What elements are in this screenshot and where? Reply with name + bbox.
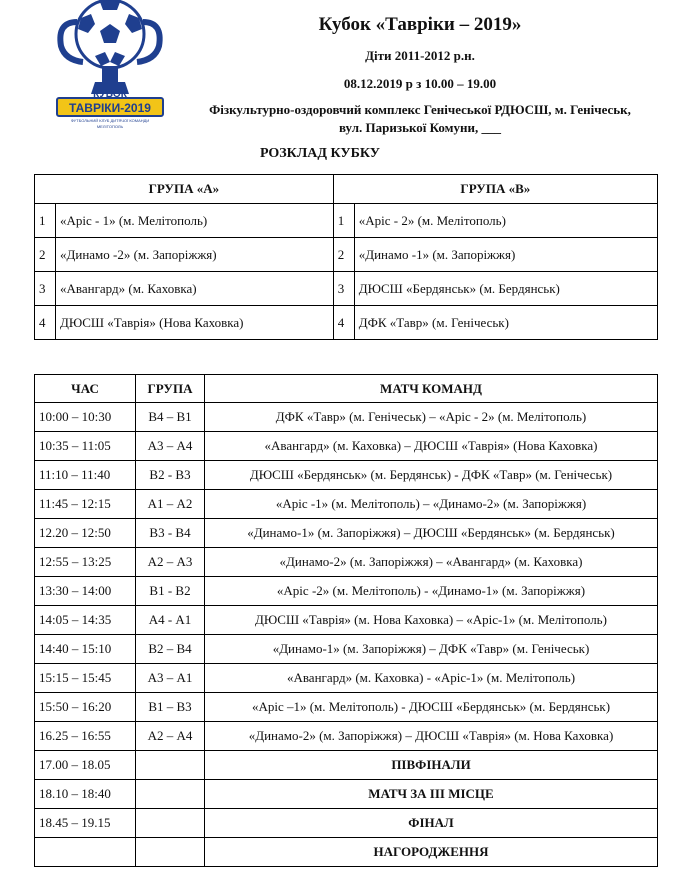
stage-label: ПІВФІНАЛИ xyxy=(205,751,658,780)
group-a-number: 1 xyxy=(35,204,56,238)
group-a-team: «Аріс - 1» (м. Мелітополь) xyxy=(56,204,334,238)
match-group: А4 - А1 xyxy=(136,606,205,635)
stage-row xyxy=(35,751,658,780)
group-b-team: «Динамо -1» (м. Запоріжжя) xyxy=(354,238,657,272)
group-b-team: «Аріс - 2» (м. Мелітополь) xyxy=(354,204,657,238)
logo-city-text: МЕЛІТОПОЛЬ xyxy=(96,124,124,129)
match-time: 12.20 – 12:50 xyxy=(35,519,136,548)
match-group: А1 – А2 xyxy=(136,490,205,519)
match-column-header: МАТЧ КОМАНД xyxy=(205,375,658,403)
match-time: 10:35 – 11:05 xyxy=(35,432,136,461)
match-row xyxy=(35,693,658,722)
group-b-header: ГРУПА «В» xyxy=(333,175,657,204)
document-title: Кубок «Тавріки – 2019» xyxy=(318,14,522,35)
group-b-team: ДЮСШ «Бердянськ» (м. Бердянськ) xyxy=(354,272,657,306)
tournament-logo xyxy=(55,0,165,130)
match-row xyxy=(35,606,658,635)
match-group: В2 – В4 xyxy=(136,635,205,664)
stage-label: НАГОРОДЖЕННЯ xyxy=(205,838,658,867)
match-row xyxy=(35,490,658,519)
match-row xyxy=(35,432,658,461)
group-a-team: ДЮСШ «Таврія» (Нова Каховка) xyxy=(56,306,334,340)
match-teams: «Динамо-2» (м. Запоріжжя) – ДЮСШ «Таврія» (м. Нова Каховка) xyxy=(205,722,658,751)
group-a-team: «Динамо -2» (м. Запоріжжя) xyxy=(56,238,334,272)
groups-table xyxy=(34,174,658,340)
match-group: В2 - В3 xyxy=(136,461,205,490)
group-b-number: 3 xyxy=(333,272,354,306)
group-row xyxy=(35,204,658,238)
match-teams: ДФК «Тавр» (м. Генічеськ) – «Аріс - 2» (м. Мелітополь) xyxy=(205,403,658,432)
time-column-header: ЧАС xyxy=(35,375,136,403)
match-group: В4 – В1 xyxy=(136,403,205,432)
stage-label: ФІНАЛ xyxy=(205,809,658,838)
match-group: А2 – А3 xyxy=(136,548,205,577)
schedule-header-row xyxy=(35,375,658,403)
logo-name-text: ТАВРІКИ-2019 xyxy=(69,101,151,115)
match-group: В1 – В3 xyxy=(136,693,205,722)
venue-line: Фізкультурно-оздоровчий комплекс Генічеської РДЮСШ, м. Генічеськ, вул. Паризької Комуни, ___ xyxy=(209,102,631,135)
match-teams: «Динамо-1» (м. Запоріжжя) – ДФК «Тавр» (м. Генічеськ) xyxy=(205,635,658,664)
match-row xyxy=(35,635,658,664)
group-b-team: ДФК «Тавр» (м. Генічеськ) xyxy=(354,306,657,340)
match-time: 16.25 – 16:55 xyxy=(35,722,136,751)
match-row xyxy=(35,461,658,490)
stage-time: 18.10 – 18:40 xyxy=(35,780,136,809)
match-teams: «Аріс -2» (м. Мелітополь) - «Динамо-1» (м. Запоріжжя) xyxy=(205,577,658,606)
stage-group-empty xyxy=(136,780,205,809)
groups-header-row xyxy=(35,175,658,204)
group-b-number: 2 xyxy=(333,238,354,272)
group-a-number: 2 xyxy=(35,238,56,272)
match-teams: «Аріс –1» (м. Мелітополь) - ДЮСШ «Бердянськ» (м. Бердянськ) xyxy=(205,693,658,722)
schedule-table xyxy=(34,374,658,867)
match-group: В3 - В4 xyxy=(136,519,205,548)
match-teams: ДЮСШ «Таврія» (м. Нова Каховка) – «Аріс-1» (м. Мелітополь) xyxy=(205,606,658,635)
match-row xyxy=(35,519,658,548)
stage-row xyxy=(35,809,658,838)
match-teams: «Авангард» (м. Каховка) – ДЮСШ «Таврія» (Нова Каховка) xyxy=(205,432,658,461)
group-a-team: «Авангард» (м. Каховка) xyxy=(56,272,334,306)
match-time: 12:55 – 13:25 xyxy=(35,548,136,577)
match-group: А3 – А4 xyxy=(136,432,205,461)
match-teams: «Авангард» (м. Каховка) - «Аріс-1» (м. Мелітополь) xyxy=(205,664,658,693)
match-row xyxy=(35,548,658,577)
match-row xyxy=(35,577,658,606)
logo-cup-text: КУБОК xyxy=(93,89,127,100)
group-a-header: ГРУПА «А» xyxy=(35,175,334,204)
group-row xyxy=(35,238,658,272)
group-row xyxy=(35,306,658,340)
match-teams: «Динамо-2» (м. Запоріжжя) – «Авангард» (м. Каховка) xyxy=(205,548,658,577)
match-teams: «Аріс -1» (м. Мелітополь) – «Динамо-2» (м. Запоріжжя) xyxy=(205,490,658,519)
group-a-number: 4 xyxy=(35,306,56,340)
match-row xyxy=(35,403,658,432)
group-a-number: 3 xyxy=(35,272,56,306)
stage-group-empty xyxy=(136,838,205,867)
match-teams: «Динамо-1» (м. Запоріжжя) – ДЮСШ «Бердянськ» (м. Бердянськ) xyxy=(205,519,658,548)
match-group: В1 - В2 xyxy=(136,577,205,606)
stage-group-empty xyxy=(136,809,205,838)
age-group-line: Діти 2011-2012 р.н. xyxy=(365,48,475,63)
match-time: 15:15 – 15:45 xyxy=(35,664,136,693)
match-time: 14:05 – 14:35 xyxy=(35,606,136,635)
stage-row xyxy=(35,838,658,867)
group-b-number: 1 xyxy=(333,204,354,238)
match-time: 11:45 – 12:15 xyxy=(35,490,136,519)
match-teams: ДЮСШ «Бердянськ» (м. Бердянськ) - ДФК «Тавр» (м. Генічеськ) xyxy=(205,461,658,490)
match-time: 11:10 – 11:40 xyxy=(35,461,136,490)
stage-row xyxy=(35,780,658,809)
match-time: 10:00 – 10:30 xyxy=(35,403,136,432)
match-group: А2 – А4 xyxy=(136,722,205,751)
stage-time xyxy=(35,838,136,867)
match-group: А3 – А1 xyxy=(136,664,205,693)
group-row xyxy=(35,272,658,306)
match-time: 14:40 – 15:10 xyxy=(35,635,136,664)
stage-time: 17.00 – 18.05 xyxy=(35,751,136,780)
stage-group-empty xyxy=(136,751,205,780)
date-time-line: 08.12.2019 р з 10.00 – 19.00 xyxy=(343,76,497,91)
match-time: 15:50 – 16:20 xyxy=(35,693,136,722)
match-row xyxy=(35,664,658,693)
schedule-title: РОЗКЛАД КУБКУ xyxy=(259,146,381,161)
stage-label: МАТЧ ЗА ІІІ МІСЦЕ xyxy=(205,780,658,809)
stage-time: 18.45 – 19.15 xyxy=(35,809,136,838)
match-row xyxy=(35,722,658,751)
logo-small-text: ФУТБОЛЬНИЙ КЛУБ ДИТЯЧОЇ КОМАНДИ xyxy=(70,118,150,123)
group-column-header: ГРУПА xyxy=(136,375,205,403)
group-b-number: 4 xyxy=(333,306,354,340)
match-time: 13:30 – 14:00 xyxy=(35,577,136,606)
